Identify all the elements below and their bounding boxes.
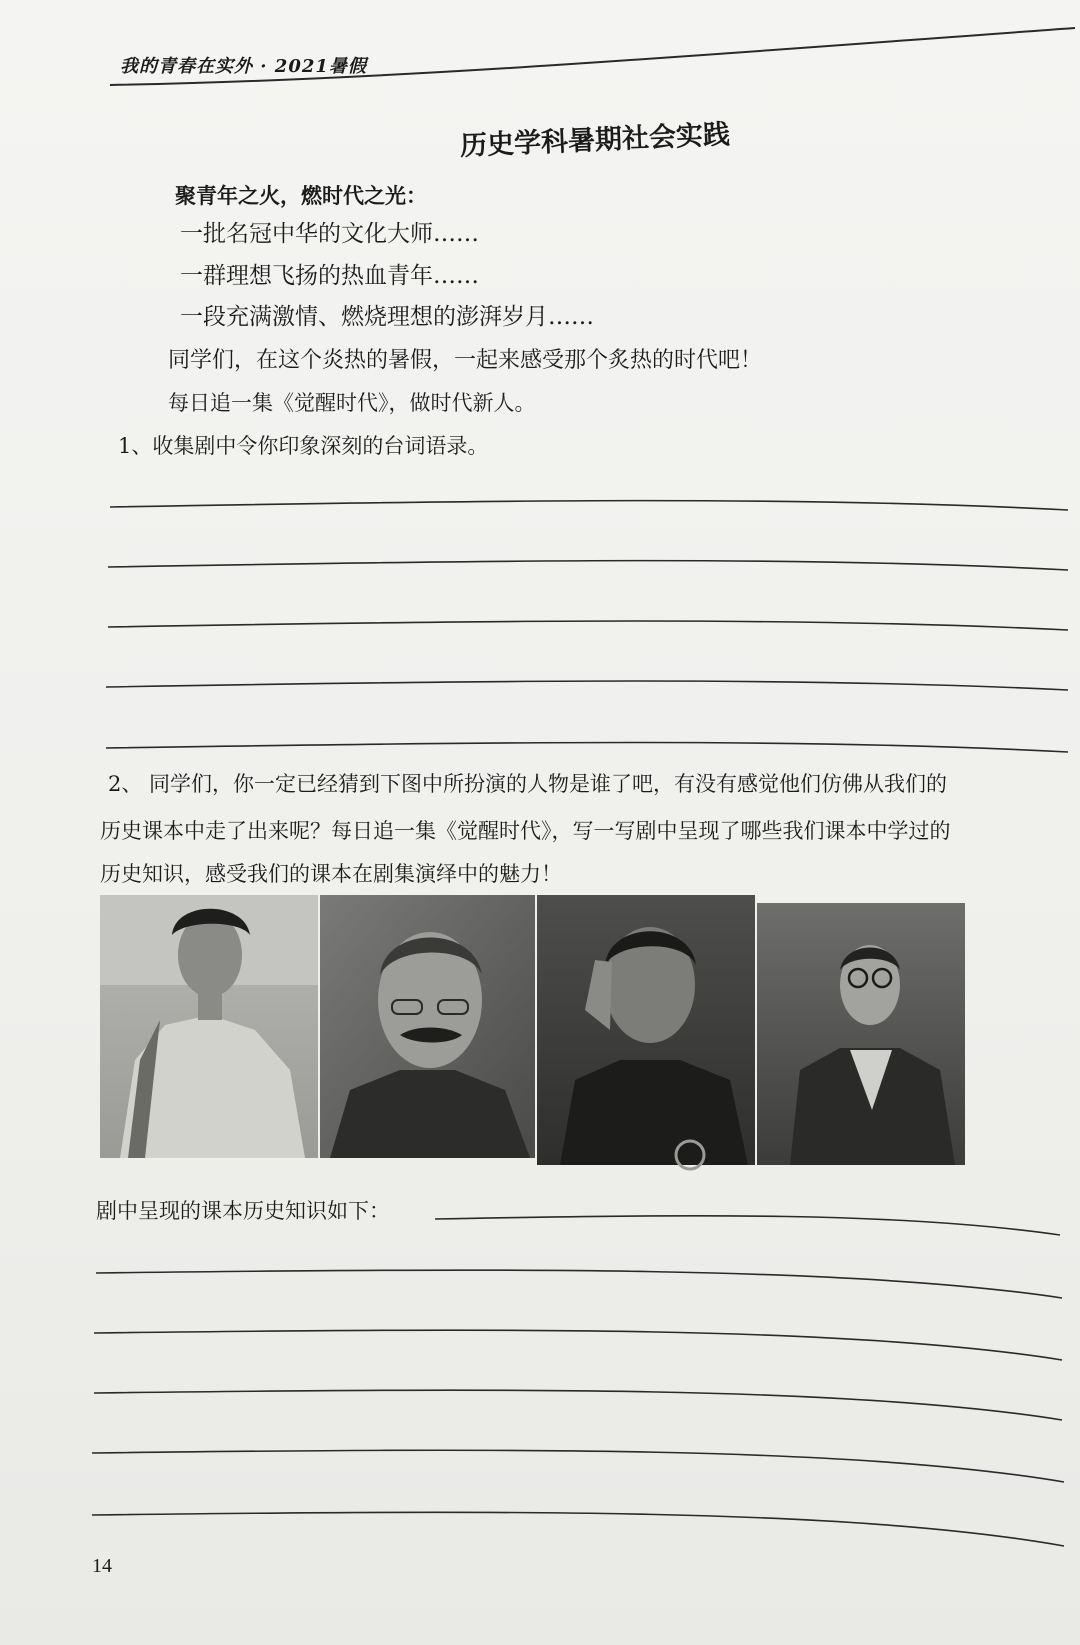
page-title: 历史学科暑期社会实践 <box>459 119 731 162</box>
intro-call-to-action: 同学们，在这个炎热的暑假，一起来感受那个炙热的时代吧！ <box>168 348 763 373</box>
intro-daily-task: 每日追一集《觉醒时代》，做时代新人。 <box>168 391 536 415</box>
question-2-line-2: 历史课本中走了出来呢？每日追一集《觉醒时代》，写一写剧中呈现了哪些我们课本中学过的 <box>100 819 951 843</box>
question-1: 1、收集剧中令你印象深刻的台词语录。 <box>118 434 489 458</box>
question-2-line-1: 2、 同学们，你一定已经猜到下图中所扮演的人物是谁了吧，有没有感觉他们仿佛从我们的 <box>108 772 948 796</box>
page-number: 14 <box>92 1555 112 1577</box>
series-header: 我的青春在实外 · 2021暑假 <box>120 56 367 77</box>
intro-slogan: 聚青年之火，燃时代之光： <box>175 183 427 208</box>
portrait-photo-2 <box>320 895 535 1158</box>
answer-label: 剧中呈现的课本历史知识如下： <box>96 1199 390 1223</box>
intro-line-1: 一批名冠中华的文化大师…… <box>180 221 479 247</box>
portrait-photo-3 <box>537 895 755 1169</box>
intro-line-2: 一群理想飞扬的热血青年…… <box>180 263 479 289</box>
question-2-line-3: 历史知识，感受我们的课本在剧集演绎中的魅力！ <box>100 862 562 886</box>
portrait-photo-1 <box>100 895 318 1158</box>
portrait-photo-4 <box>757 903 965 1165</box>
intro-line-3: 一段充满激情、燃烧理想的澎湃岁月…… <box>180 304 594 330</box>
